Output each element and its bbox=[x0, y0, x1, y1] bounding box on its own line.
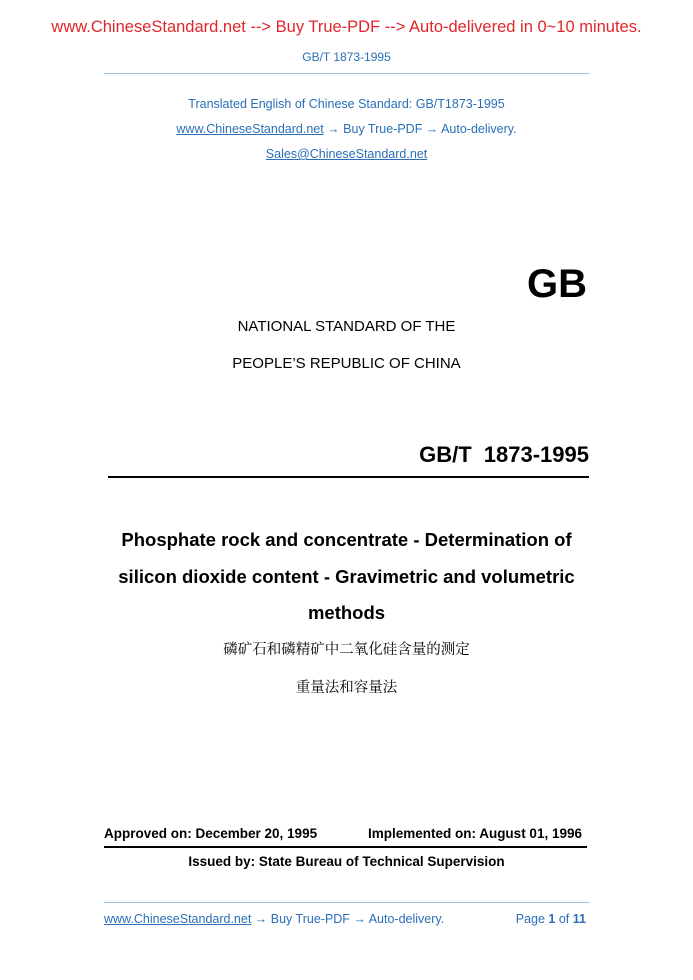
footer-divider bbox=[104, 902, 590, 903]
sales-email-link[interactable]: Sales@ChineseStandard.net bbox=[265, 147, 428, 161]
header-divider bbox=[104, 73, 590, 74]
chinese-title-line2: 重量法和容量法 bbox=[295, 680, 398, 696]
footer bbox=[104, 912, 586, 926]
sales-line bbox=[0, 147, 693, 161]
title-line3: methods bbox=[307, 602, 386, 623]
chinese-title-line1: 磷矿石和磷精矿中二氧化硅含量的测定 bbox=[223, 642, 470, 658]
dates-divider bbox=[104, 846, 587, 848]
header-standard-code: GB/T 1873-1995 bbox=[302, 50, 391, 64]
buy-line bbox=[0, 122, 693, 136]
of-label: of bbox=[558, 912, 570, 926]
approved-date: Approved on: December 20, 1995 bbox=[104, 826, 318, 841]
top-banner: www.ChineseStandard.net --> Buy True-PDF --> Auto-delivered in 0~10 minutes. bbox=[51, 18, 642, 36]
national-standard-line1: NATIONAL STANDARD OF THE bbox=[237, 318, 456, 335]
implemented-date: Implemented on: August 01, 1996 bbox=[367, 826, 582, 841]
page-label: Page bbox=[515, 912, 545, 926]
page-number: 1 bbox=[548, 912, 556, 926]
title-line2: silicon dioxide content - Gravimetric and volumetric bbox=[118, 566, 575, 587]
gb-mark: GB bbox=[527, 262, 587, 306]
footer-buy-text: → Buy True-PDF → Auto-delivery. bbox=[251, 912, 445, 926]
translation-note: Translated English of Chinese Standard: GB/T1873-1995 bbox=[188, 97, 505, 111]
national-standard-line2: PEOPLE’S REPUBLIC OF CHINA bbox=[232, 355, 461, 372]
footer-site-link[interactable]: www.ChineseStandard.net bbox=[104, 912, 252, 926]
standard-code: GB/T 1873-1995 bbox=[419, 442, 589, 467]
site-link[interactable]: www.ChineseStandard.net bbox=[176, 122, 324, 136]
issued-by: Issued by: State Bureau of Technical Supervision bbox=[188, 854, 505, 869]
title-line1: Phosphate rock and concentrate - Determination of bbox=[121, 529, 572, 550]
title-divider bbox=[108, 476, 589, 478]
page-total: 11 bbox=[572, 912, 586, 926]
page-indicator bbox=[516, 912, 586, 926]
buy-text: → Buy True-PDF → Auto-delivery. bbox=[323, 122, 517, 136]
